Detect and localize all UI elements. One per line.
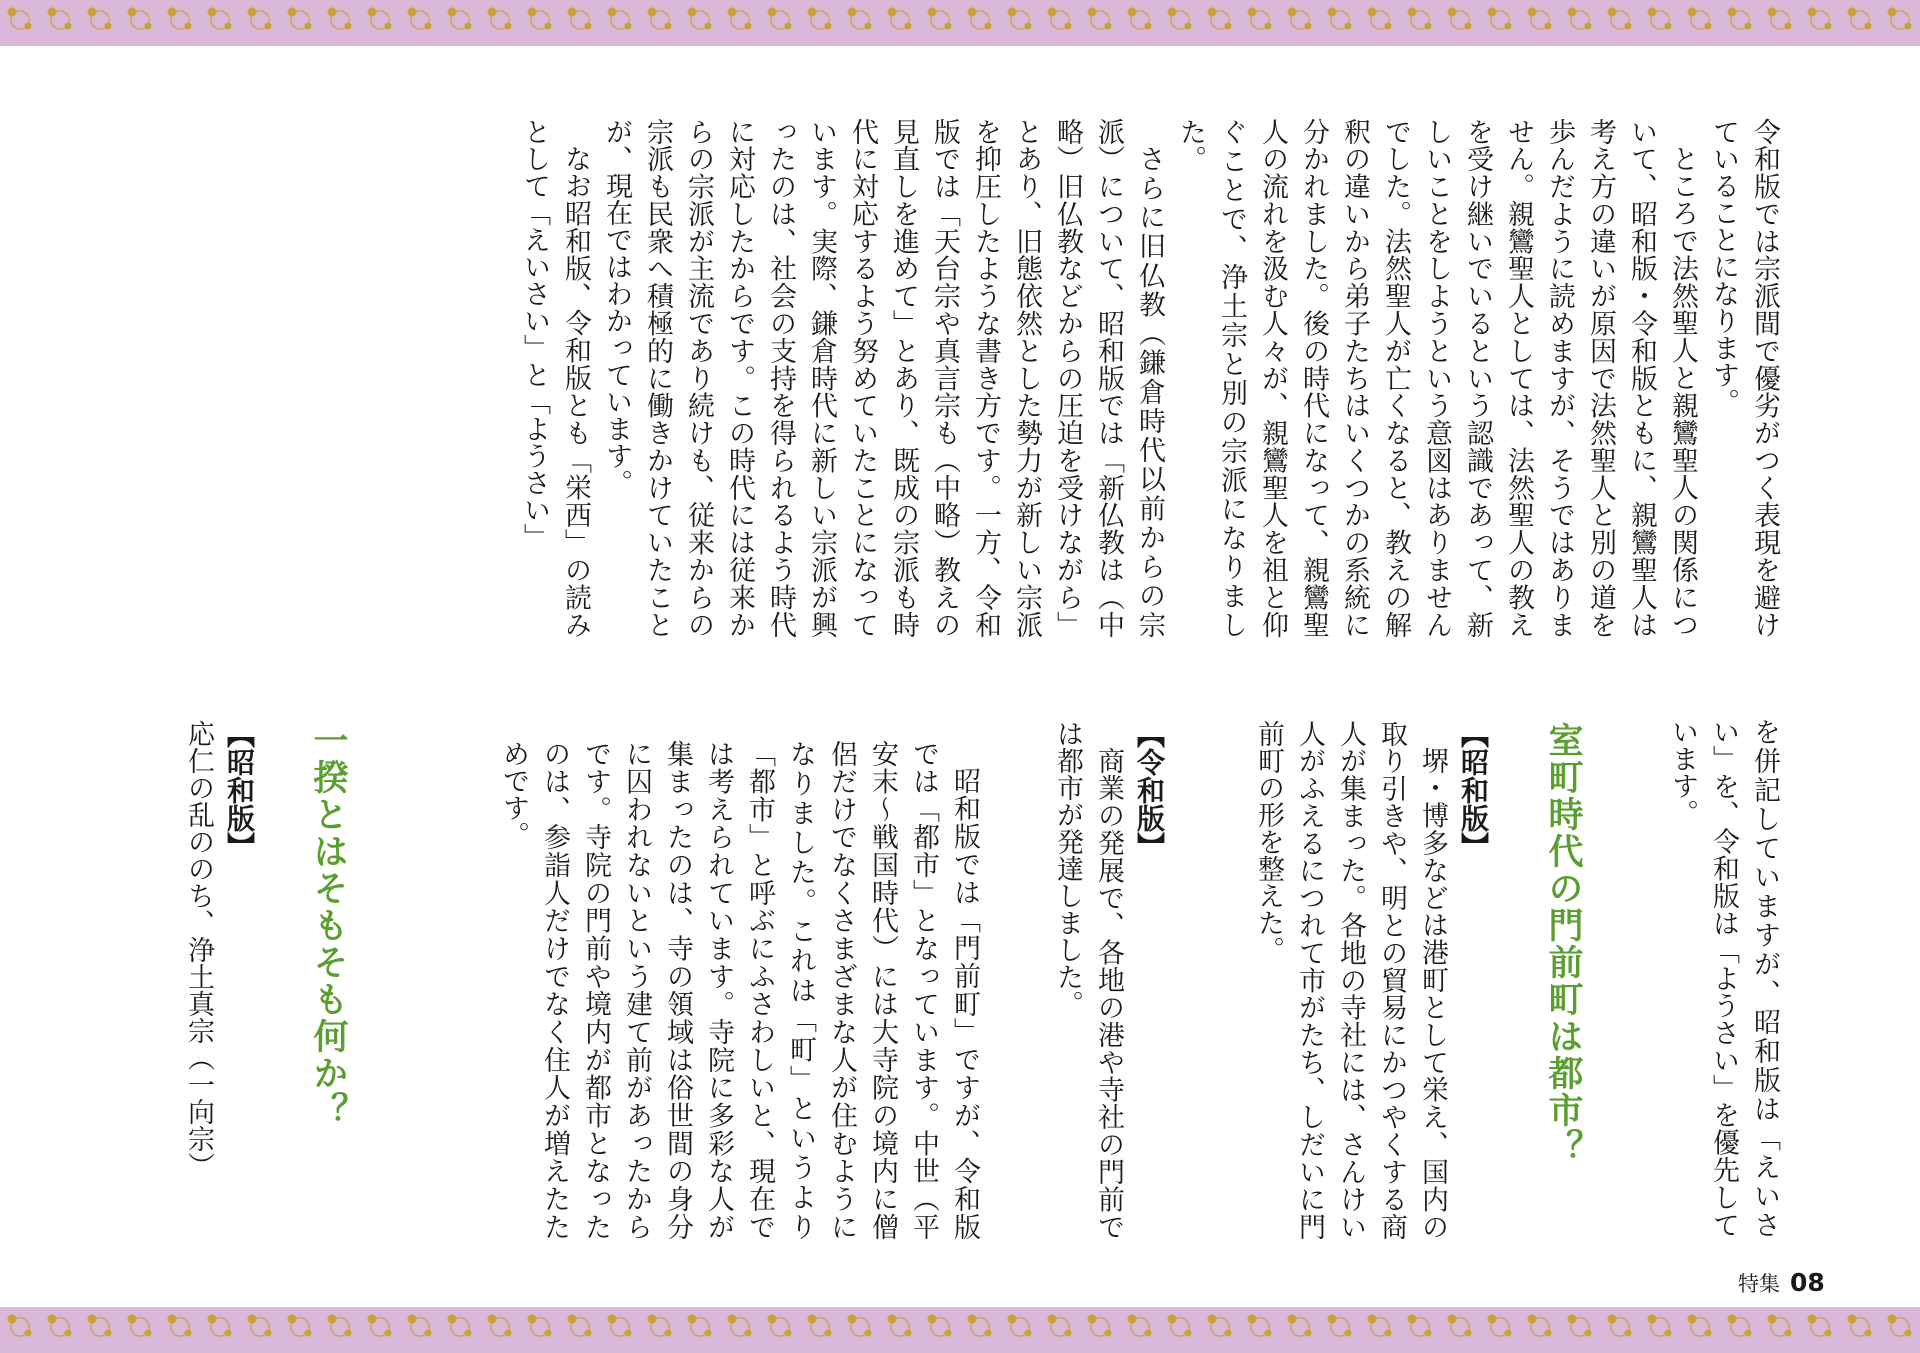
- upper-paragraph-3: さらに旧仏教（鎌倉時代以前からの宗派）について、昭和版では「新仏教は（中略）旧仏教などからの圧迫を受けながら」とあり、旧態依然とした勢力が新しい宗派を抑圧したような書き方です。一方、令和版では「天台宗や真言宗も（中略）教えの見直しを進めて」とあり、既成の宗派も時代に対応するよう努めていたことになっています。実際、鎌倉時代に新しい宗派が興ったのは、社会の支持を得られるよう時代に対応したからです。この時代には従来からの宗派が主流であり続けも、従来からの宗派も民衆へ積極的に働きかけていたことが、現在ではわかっています。: [601, 118, 1165, 638]
- upper-text-block: [265, 118, 1785, 638]
- bottom-decorative-border: [0, 1307, 1920, 1353]
- upper-paragraph-2: ところで法然聖人と親鸞聖人の関係について、昭和版・令和版ともに、親鸞聖人は考え方の違いが原因で法然聖人と別の道を歩んだように読めますが、そうではありません。親鸞聖人としては、法然聖人の教えを受け継いでいるという認識であって、新しいことをしようという意図はありませんでした。法然聖人が亡くなると、教えの解釈の違いから弟子たちはいくつかの系統に分かれました。後の時代になって、親鸞聖人の流れを汲む人々が、親鸞聖人を祖と仰ぐことで、浄土宗と別の宗派になりました。: [1175, 118, 1698, 638]
- heading-ikki: 一揆とはそもそも何か？: [308, 722, 348, 1129]
- page-number: [1738, 1268, 1825, 1298]
- reiwa-excerpt-1: [1040, 720, 1170, 1240]
- showa-text-1: 堺・博多などは港町として栄え、国内の取り引きや、明との貿易にかつやくする商人が集まった。各地の寺社には、さんけい人がふえるにつれて市がたち、しだいに門前町の形を整えた。: [1253, 720, 1448, 1240]
- showa-text-2: 応仁の乱ののち、浄土真宗（一向宗）: [183, 720, 214, 1179]
- reiwa-label-1: 【令和版】: [1133, 720, 1166, 860]
- showa-excerpt-2: [170, 720, 260, 1240]
- upper-paragraph-4: なお昭和版、令和版とも「栄西」の読みとして「えいさい」と「ようさい」: [519, 118, 591, 638]
- showa-label-2: 【昭和版】: [223, 720, 256, 860]
- showa-excerpt-1: [1232, 720, 1494, 1240]
- lower-continuation: [1655, 718, 1785, 1238]
- heading-muromachi: 室町時代の門前町は都市？: [1543, 722, 1583, 1166]
- lower-paragraph-2: 昭和版では「門前町」ですが、令和版では「都市」となっています。中世（平安末～戦国時代）には大寺院の境内に僧侶だけでなくさまざまな人が住むようになりました。これは「町」というより「都市」と呼ぶにふさわしいと、現在では考えられています。寺院に多彩な人が集まったのは、寺の領域は俗世間の身分に囚われないという建て前があったからです。寺院の門前や境内が都市となったのは、参詣人だけでなく住人が増えたためです。: [498, 740, 980, 1240]
- upper-paragraph-1: 令和版では宗派間で優劣がつく表現を避けていることになります。: [1708, 118, 1780, 638]
- lower-paragraph-1: を併記していますが、昭和版は「えいさい」を、令和版は「ようさい」を優先しています。: [1667, 718, 1780, 1238]
- page-number-value: 08: [1790, 1268, 1825, 1297]
- section-label: 特集: [1738, 1272, 1780, 1296]
- showa-label-1: 【昭和版】: [1457, 720, 1490, 860]
- reiwa-text-1: 商業の発展で、各地の港や寺社の門前では都市が発達しました。: [1052, 720, 1124, 1240]
- lower-commentary: [425, 740, 985, 1240]
- top-decorative-border: [0, 0, 1920, 46]
